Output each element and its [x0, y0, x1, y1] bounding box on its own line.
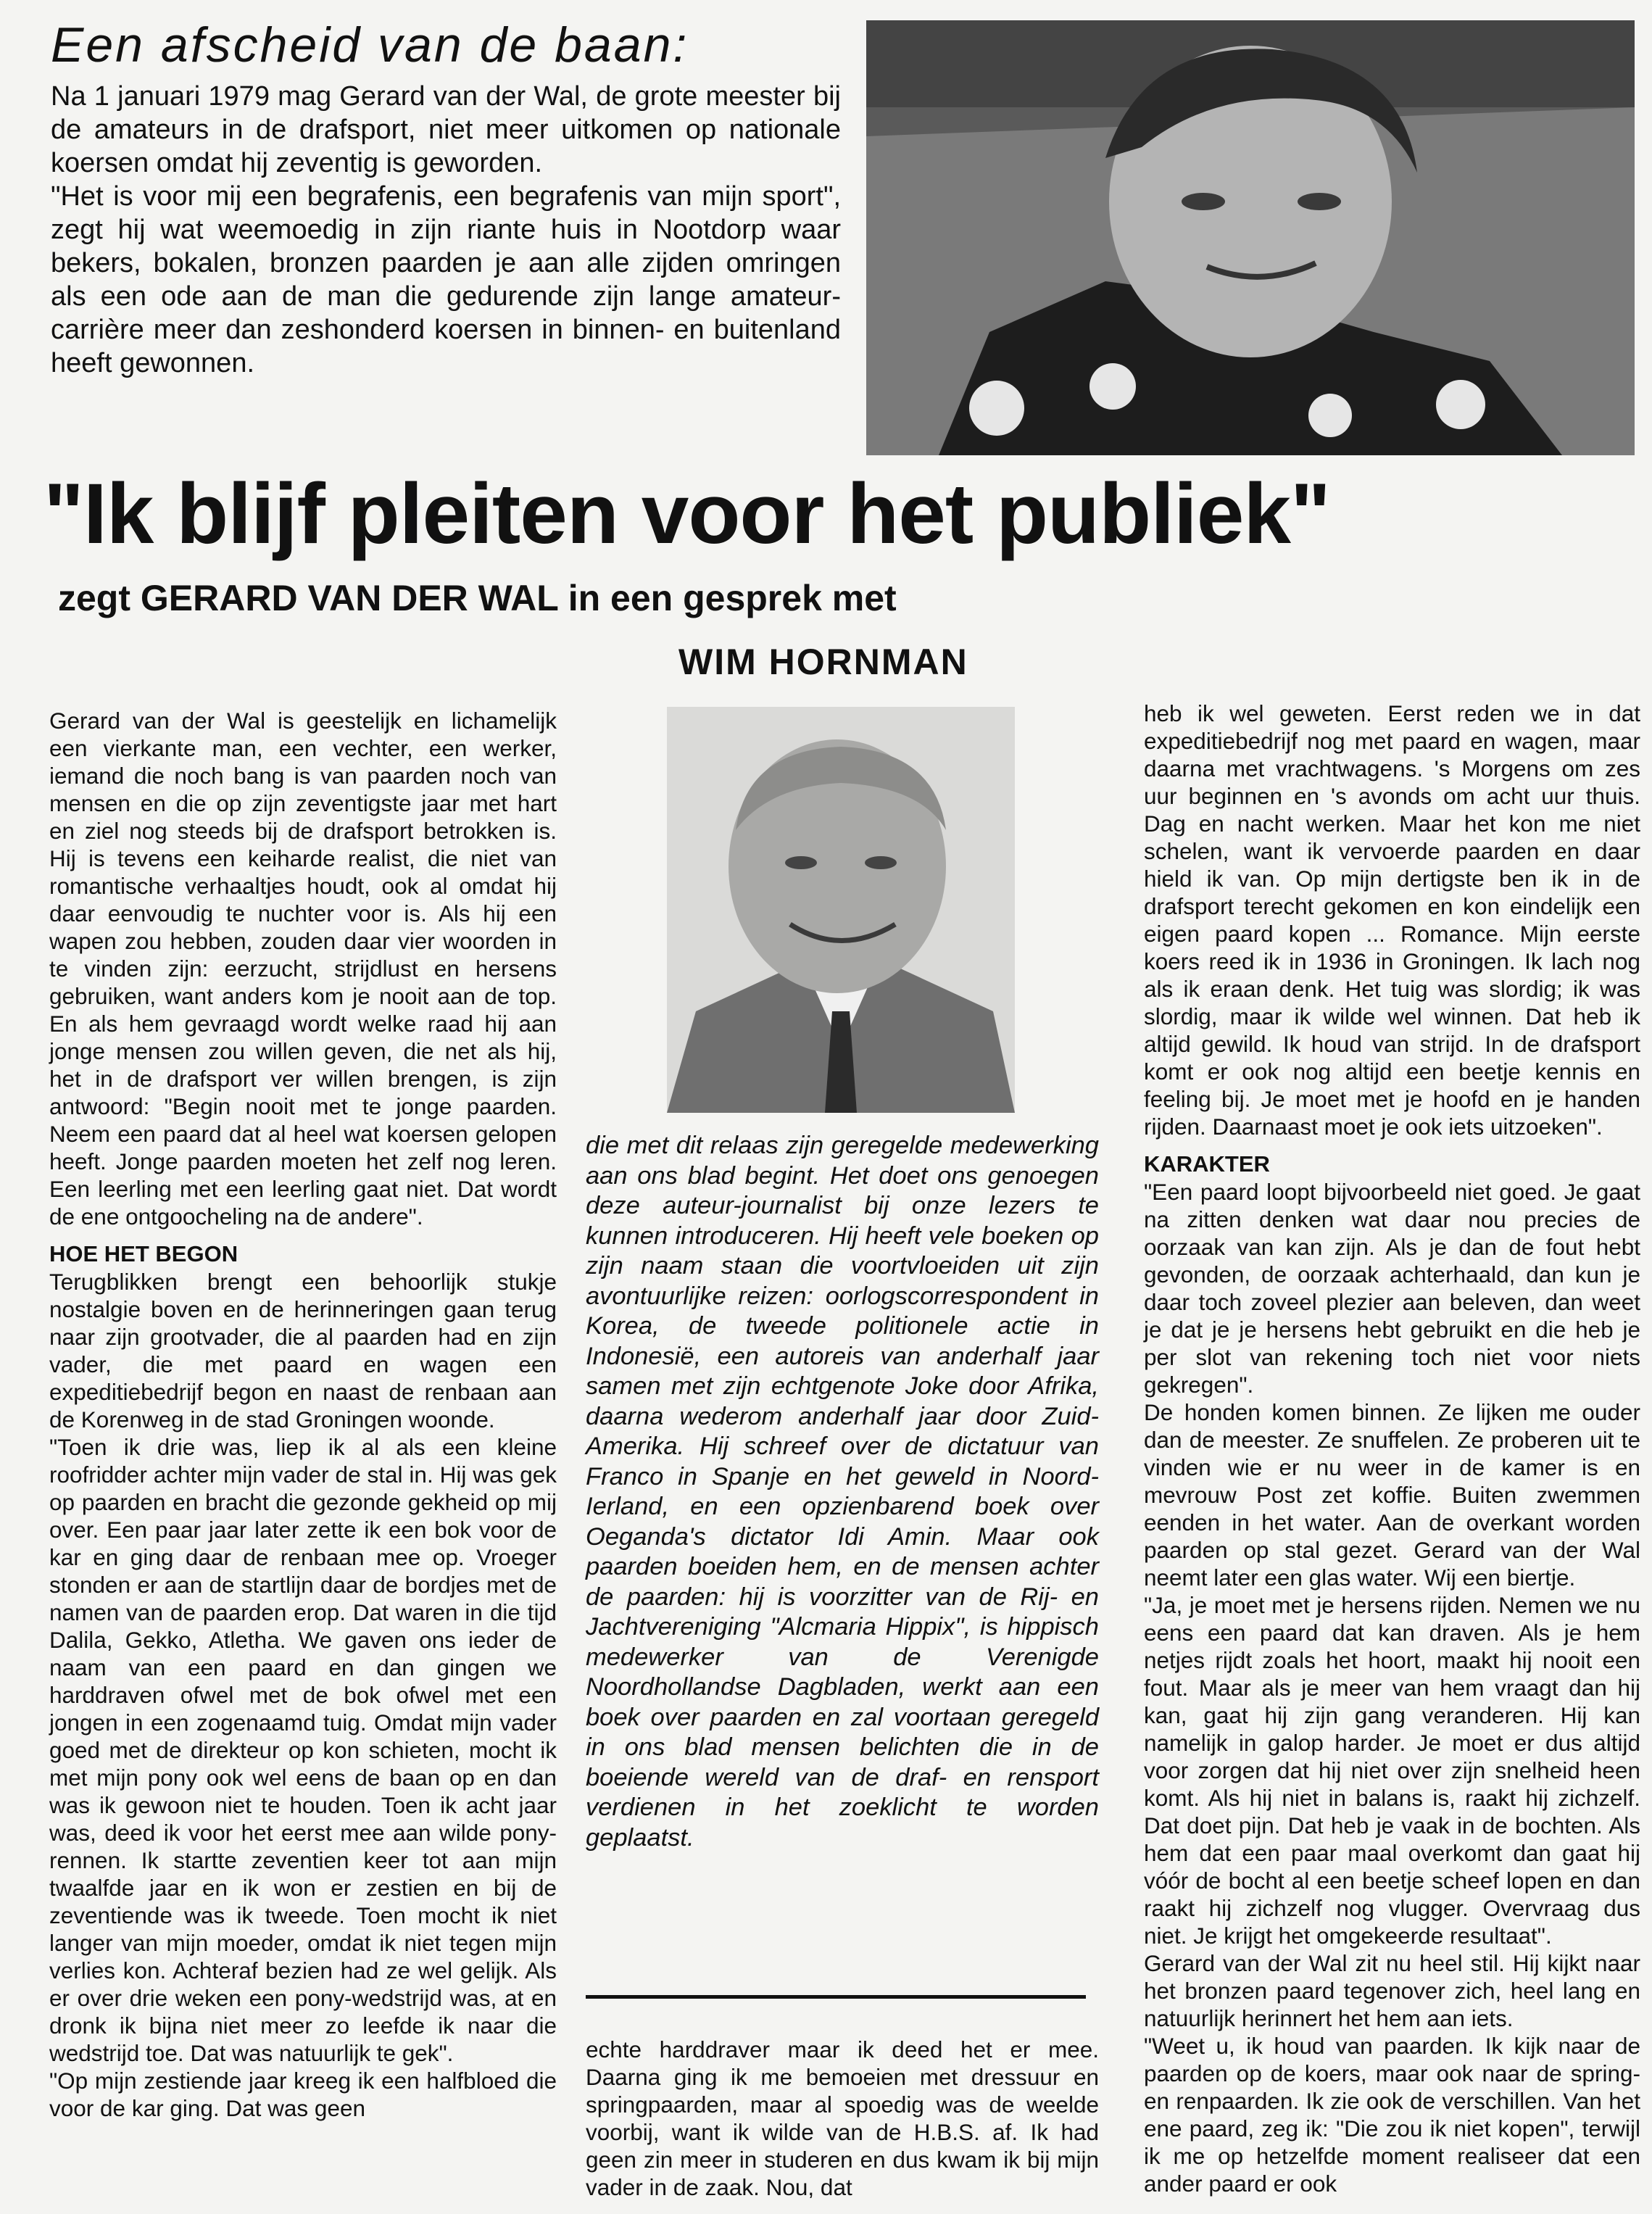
divider-rule	[586, 1995, 1086, 1999]
headline: "Ik blijf pleiten voor het publiek"	[43, 466, 1330, 562]
column-1	[49, 707, 557, 2122]
col1-paragraph: Terugblikken brengt een behoorlijk stukje nostalgie boven en de herinneringen gaan terug naar zijn grootvader, die al paarden had en zijn vader, die met paard en wagen een expeditiebedrijf begon en naast de renbaan aan de Korenweg in de stad Groningen woonde.	[49, 1269, 557, 1433]
intro-paragraph-1: Na 1 januari 1979 mag Gerard van der Wal, de grote meester bij de amateurs in de drafsport, niet meer uitkomen op nationale koersen omdat hij zeventig is geworden.	[51, 81, 841, 178]
kicker-title: Een afscheid van de baan:	[51, 17, 689, 72]
col3-paragraph: heb ik wel geweten. Eerst reden we in dat expeditiebedrijf nog met paard en wagen, maar daarna met vrachtwagens. 's Morgens om zes uur beginnen en 's avonds om acht uur thuis. Dag en nacht werken. Maar het kon me niet schelen, want ik vervoerde paarden en daar hield ik van. Op mijn dertigste ben ik in de drafsport terecht gekomen en kon eindelijk een eigen paard kopen ... Romance. Mijn eerste koers reed ik in 1936 in Groningen. Ik lach nog als ik eraan denk. Het tuig was slordig; ik was slordig, maar ik wilde wel winnen. Dat heb ik altijd gewild. Ik houd van strijd. In de drafsport komt er ook nog altijd een beetje kennis en feeling bij. Je moet met je hoofd en je handen rijden. Daarnaast moet je ook iets uitzoeken".	[1144, 700, 1640, 1140]
col1-paragraph: "Toen ik drie was, liep ik al als een kleine roofridder achter mijn vader de stal in. Hij was gek op paarden en bracht die gezonde gekheid op mij over. Een paar jaar later zette ik een bok voor de kar en ging daar de renbaan mee op. Vroeger stonden er aan de startlijn daar de bordjes met de namen van de paarden erop. Dat waren in die tijd Dalila, Gekko, Atletha. We gaven ons ieder de naam van een paard en dan gingen we harddraven ofwel met de bok ofwel met een jongen in een zogenaamd tuig. Omdat mijn vader goed met de direkteur op kon schieten, mocht ik met mijn pony ook wel eens de baan op en dan was ik gewoon niet te houden. Toen ik acht jaar was, deed ik voor het eerst mee aan wilde pony-rennen. Ik startte zeventien keer tot aan mijn twaalfde jaar en ik won er zestien en bij de zeventiende was ik tweede. Toen mocht ik niet langer van mijn moeder, omdat ik niet tegen mijn verlies kon. Achteraf bezien had ze wel gelijk. Als er over drie weken een pony-wedstrijd was, at en dronk ik bijna niet meer zo leefde ik naar die wedstrijd toe. Dat was natuurlijk te gek".	[49, 1434, 557, 2066]
subheadline: zegt GERARD VAN DER WAL in een gesprek met	[58, 578, 897, 618]
col3-paragraph: De honden komen binnen. Ze lijken me ouder dan de meester. Ze snuffelen. Ze proberen uit te vinden wie er nu weer in de kamer is en mevrouw Post zet koffie. Buiten zwemmen eenden in het water. Aan de overkant worden paarden op stal gezet. Gerard van der Wal neemt later een glas water. Wij een biertje.	[1144, 1399, 1640, 1591]
byline: WIM HORNMAN	[678, 642, 968, 682]
col1-paragraph: Gerard van der Wal is geestelijk en lichamelijk een vierkante man, een vechter, een werker, iemand die noch bang is van paarden noch van mensen en die op zijn zeventigste jaar met hart en ziel nog steeds bij de drafsport betrokken is. Hij is tevens een keiharde realist, die niet van romantische verhaaltjes houdt, ook al omdat hij daar eenvoudig te nuchter voor is. Als hij een wapen zou hebben, zouden daar vier woorden in te vinden zijn: eerzucht, strijdlust en hersens gebruiken, want anders kom je nooit aan de top. En als hem gevraagd wordt welke raad hij aan jonge mensen zou willen geven, die net als hij, het in de drafsport ver willen brengen, is zijn antwoord: "Begin nooit met te jonge paarden. Neem een paard dat al heel wat koersen gelopen heeft. Jonge paarden moeten het zelf nog leren. Een leerling met een leerling gaat niet. Dat wordt de ene ontgoocheling na de andere".	[49, 708, 557, 1230]
col2-paragraph: echte harddraver maar ik deed het er mee. Daarna ging ik me bemoeien met dressuur en springpaarden, maar al spoedig was de weelde voorbij, want ik wilde van de H.B.S. af. Ik had geen zin meer in studeren en dus kwam ik bij mijn vader in de zaak. Nou, dat	[586, 2036, 1099, 2200]
col3-paragraph: "Ja, je moet met je hersens rijden. Nemen we nu eens een paard dat kan draven. Als je hem netjes rijdt zoals het hoort, maakt hij nooit een fout. Maar als je meer van hem vraagt dan hij kan, gaat hij zijn gang veranderen. Hij kan namelijk in galop harder. Je moet er dus altijd voor zorgen dat hij niet over zijn snelheid heen komt. Als hij niet in balans is, raakt hij zichzelf. Dat doet pijn. Dat heb je vaak in de bochten. Als hem dat een paar maal overkomt dan gaat hij vóór de bocht al een beetje scheef lopen en dan raakt hij zichzelf nog vlugger. Overvraag dus niet. Je krijgt het omgekeerde resultaat".	[1144, 1592, 1640, 1949]
author-portrait-photo	[667, 707, 1015, 1113]
section-heading-hoe-het-begon: HOE HET BEGON	[49, 1241, 238, 1266]
portrait-photo-outdoor	[866, 20, 1635, 455]
column-3	[1144, 700, 1640, 2197]
intro-paragraph-2: "Het is voor mij een begrafenis, een begrafenis van mijn sport", zegt hij wat weemoedig in zijn riante huis in Nootdorp waar bekers, bokalen, bronzen paarden je aan alle zijden omringen als een ode aan de man die gedurende zijn lange amateur-carrière meer dan zeshonderd koersen in binnen- en buitenland heeft gewonnen.	[51, 181, 841, 378]
intro-paragraphs	[51, 80, 841, 380]
column-2-continuation	[586, 2036, 1099, 2201]
author-introduction-text: die met dit relaas zijn geregelde medewerking aan ons blad begint. Het doet ons genoegen deze auteur-journalist bij onze lezers te kunnen introduceren. Hij heeft vele boeken op zijn naam staan die voortvloeiden uit zijn avontuurlijke reizen: oorlogscorrespondent in Korea, de tweede politionele actie in Indonesië, een autoreis van anderhalf jaar samen met zijn echtgenote Joke door Afrika, daarna wederom anderhalf jaar door Zuid-Amerika. Hij schreef over de dictatuur van Franco in Spanje en het geweld in Noord-Ierland, en een opzienbarend boek over Oeganda's dictator Idi Amin. Maar ook paarden boeiden hem, en de mensen achter de paarden: hij is voorzitter van de Rij- en Jachtvereniging "Alcmaria Hippix", is hippisch medewerker van de Verenigde Noordhollandse Dagbladen, werkt aan een boek over paarden en zal voortaan geregeld in ons blad mensen belichten die in de boeiende wereld van de draf- en rensport verdienen in het zoeklicht te worden geplaatst.	[586, 1132, 1099, 1852]
author-introduction	[586, 1131, 1099, 1853]
col1-paragraph: "Op mijn zestiende jaar kreeg ik een halfbloed die voor de kar ging. Dat was geen	[49, 2068, 557, 2121]
section-heading-karakter: KARAKTER	[1144, 1151, 1270, 1177]
col3-paragraph: Gerard van der Wal zit nu heel stil. Hij kijkt naar het bronzen paard tegenover zich, heel lang en natuurlijk herinnert het hem aan iets.	[1144, 1950, 1640, 2031]
col3-paragraph: "Weet u, ik houd van paarden. Ik kijk naar de paarden op de koers, maar ook naar de spring- en renpaarden. Ik zie ook de verschillen. Van het ene paard, zeg ik: "Die zou ik niet kopen", terwijl ik me op hetzelfde moment realiseer dat een ander paard er ook	[1144, 2033, 1640, 2197]
col3-paragraph: "Een paard loopt bijvoorbeeld niet goed. Je gaat na zitten denken wat daar nou precies de oorzaak van kan zijn. Als je dan de fout hebt gevonden, de oorzaak achterhaald, dan kun je daar toch zoveel plezier aan beleven, dan weet je dat je je hersens hebt gebruikt en die heb je per slot van rekening toch niet voor niets gekregen".	[1144, 1179, 1640, 1398]
